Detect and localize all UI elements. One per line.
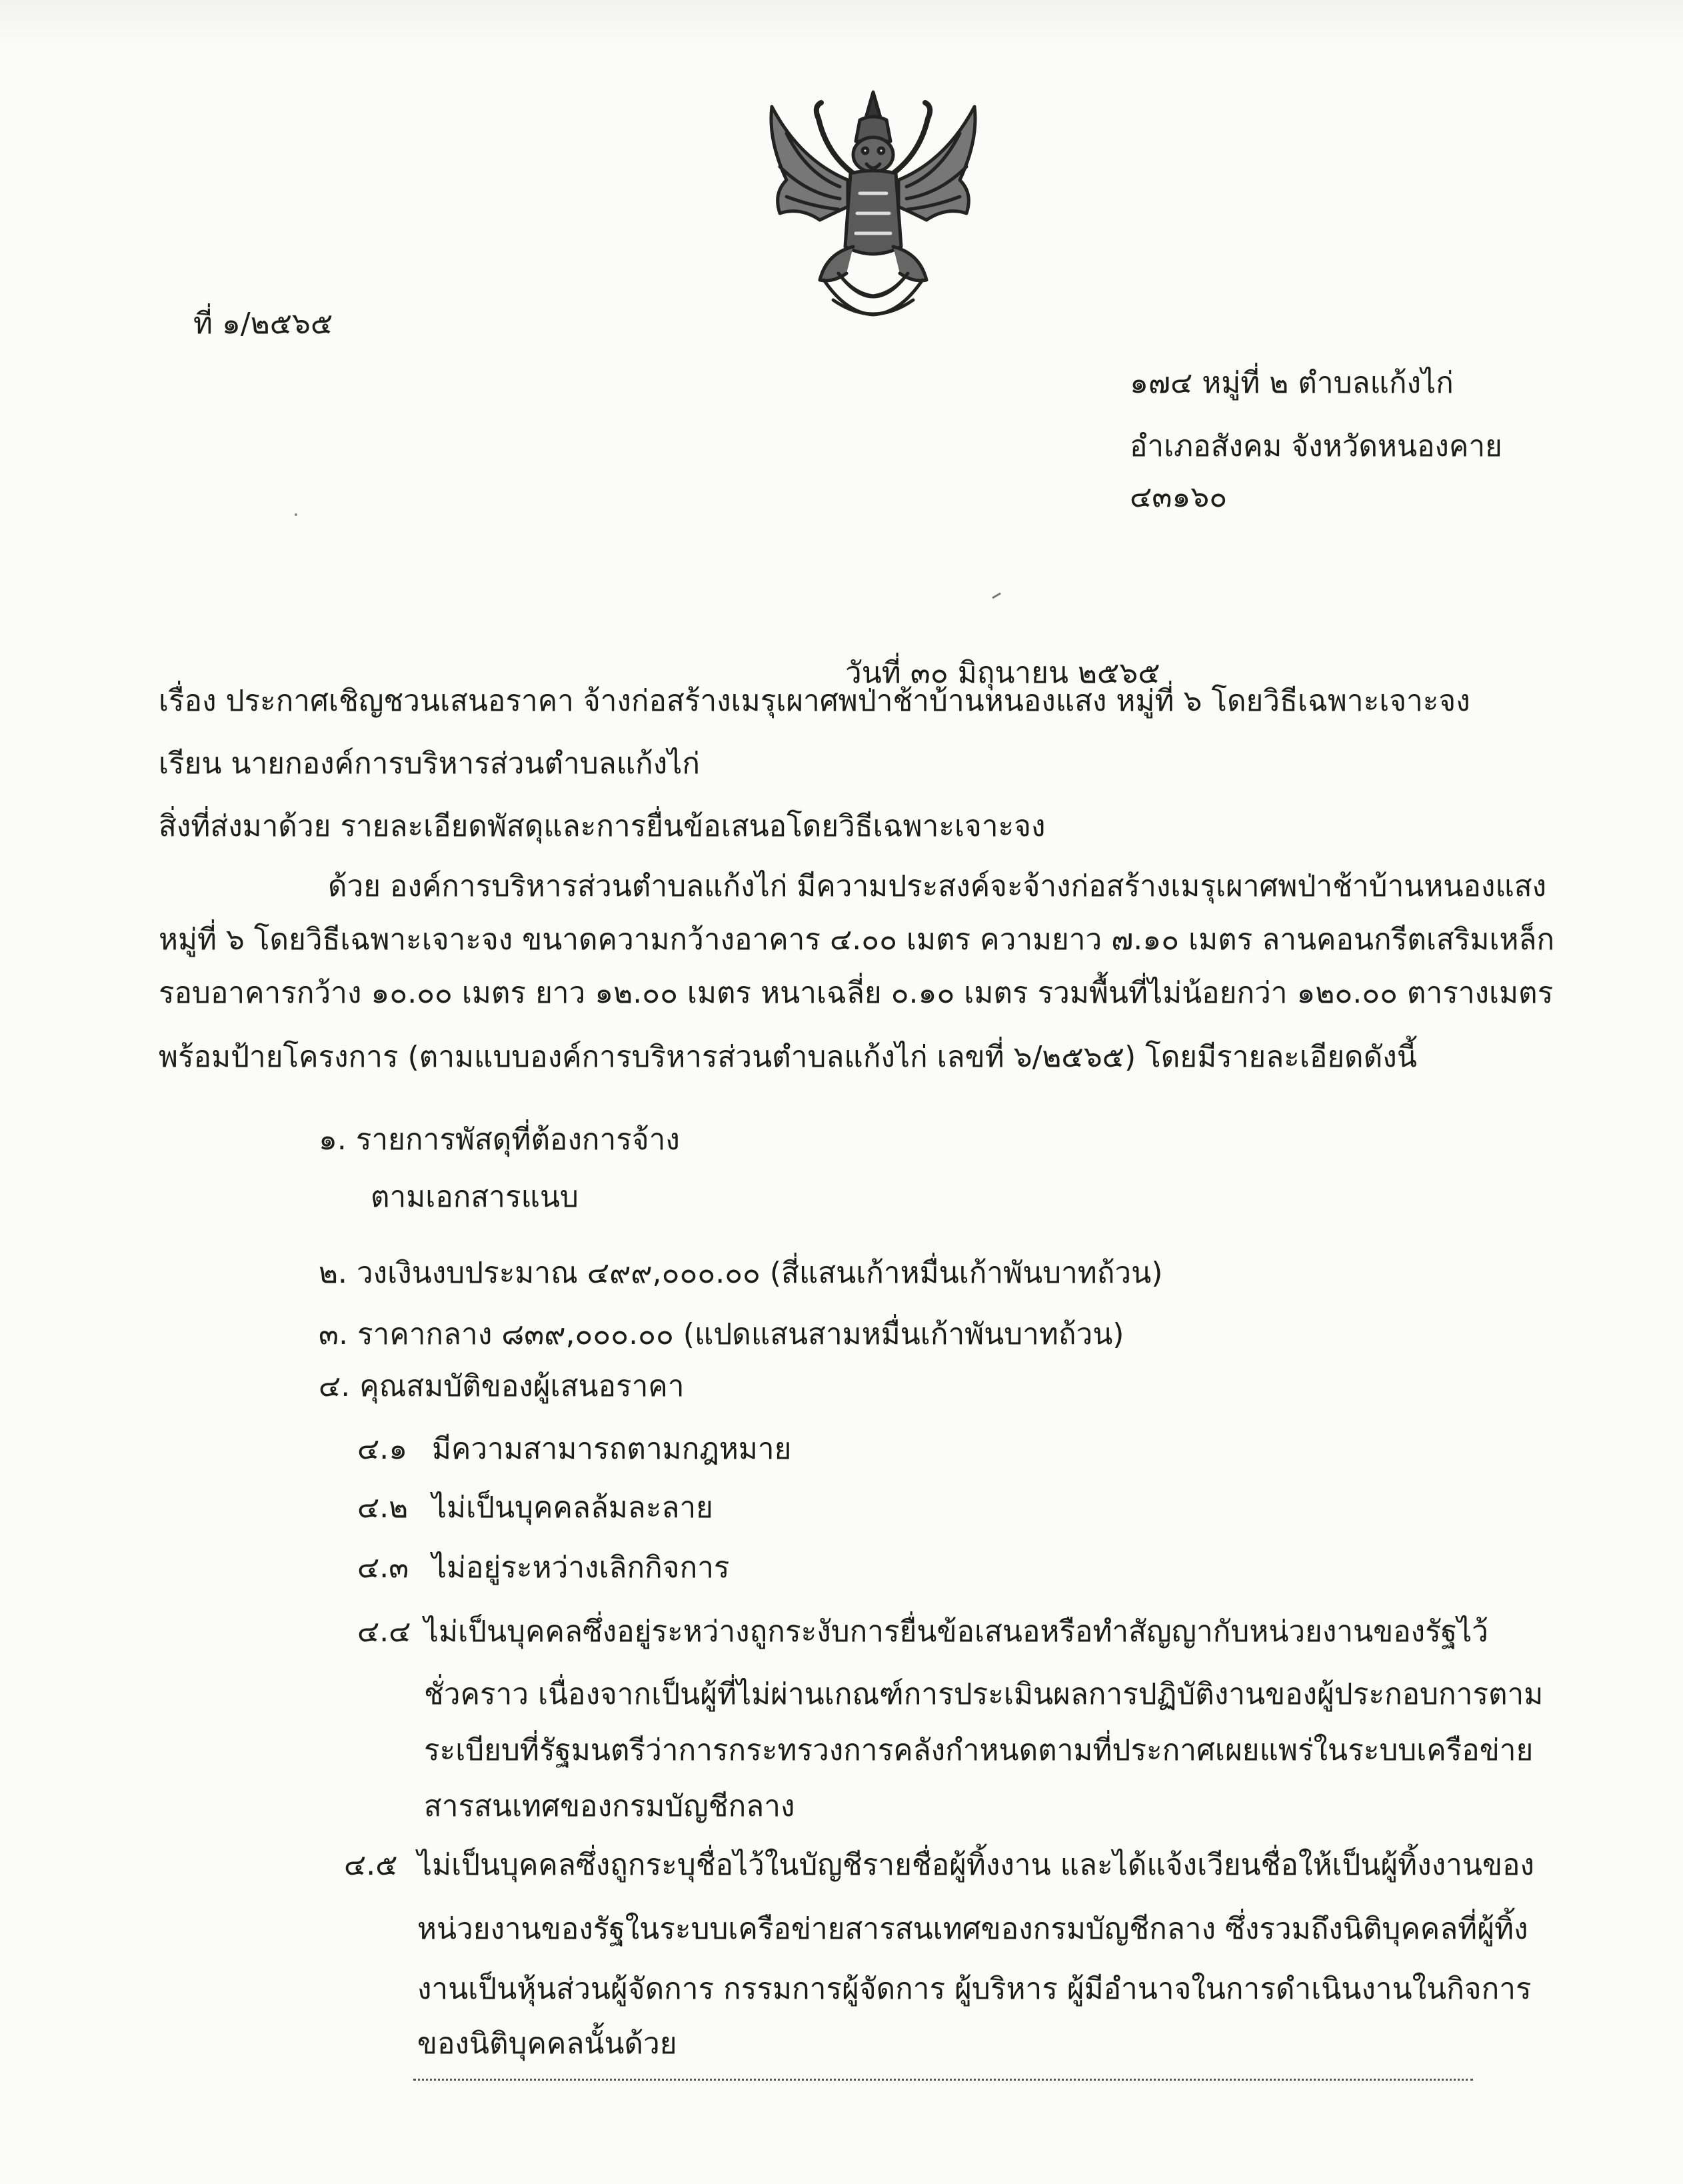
body-paragraph-line-3: รอบอาคารกว้าง ๑๐.๐๐ เมตร ยาว ๑๒.๐๐ เมตร หนาเฉลี่ย ๐.๑๐ เมตร รวมพื้นที่ไม่น้อยกว่า ๑๒๐.๐๐ ตารางเมตร <box>159 976 1554 1010</box>
item-4-qualifications: ๔. คุณสมบัติของผู้เสนอราคา <box>319 1369 685 1403</box>
page-edge-shadow <box>0 0 1683 47</box>
qualification-4-4-line-2: ชั่วคราว เนื่องจากเป็นผู้ที่ไม่ผ่านเกณฑ์การประเมินผลการปฏิบัติงานของผู้ประกอบการตาม <box>424 1677 1544 1711</box>
qualification-4-5-line-4: ของนิติบุคคลนั้นด้วย <box>417 2027 677 2061</box>
qualification-4-5-line-1: ไม่เป็นบุคคลซึ่งถูกระบุชื่อไว้ในบัญชีรายชื่อผู้ทิ้งงาน และได้แจ้งเวียนชื่อให้เป็นผู้ทิ้งงานของ <box>417 1848 1534 1882</box>
body-paragraph-line-4: พร้อมป้ายโครงการ (ตามแบบองค์การบริหารส่วนตำบลแก้งไก่ เลขที่ ๖/๒๕๖๕) โดยมีรายละเอียดดังนี้ <box>159 1040 1417 1074</box>
qualification-4-2-number: ๔.๒ <box>357 1491 409 1525</box>
qualification-4-3: ไม่อยู่ระหว่างเลิกกิจการ <box>432 1551 730 1585</box>
subject-line: เรื่อง ประกาศเชิญชวนเสนอราคา จ้างก่อสร้างเมรุเผาศพป่าช้าบ้านหนองแสง หมู่ที่ ๖ โดยวิธีเฉพาะเจาะจง <box>159 684 1470 718</box>
enclosure-line: สิ่งที่ส่งมาด้วย รายละเอียดพัสดุและการยื่นข้อเสนอโดยวิธีเฉพาะเจาะจง <box>159 809 1046 843</box>
document-number: ที่ ๑/๒๕๖๕ <box>193 307 333 341</box>
qualification-4-5-number: ๔.๕ <box>344 1848 398 1882</box>
address-postcode: ๔๓๑๖๐ <box>1130 480 1228 514</box>
qualification-4-5-line-2: หน่วยงานของรัฐในระบบเครือข่ายสารสนเทศของกรมบัญชีกลาง ซึ่งรวมถึงนิติบุคคลที่ผู้ทิ้ง <box>417 1912 1528 1946</box>
item-3-median-price: ๓. ราคากลาง ๘๓๙,๐๐๐.๐๐ (แปดแสนสามหมื่นเก้าพันบาทถ้วน) <box>319 1317 1124 1351</box>
address-line-2: อำเภอสังคม จังหวัดหนองคาย <box>1130 429 1502 463</box>
continuation-dotted-line <box>413 2079 1473 2081</box>
garuda-emblem <box>760 80 986 327</box>
addressee-line: เรียน นายกองค์การบริหารส่วนตำบลแก้งไก่ <box>159 747 701 781</box>
qualification-4-4-line-1: ไม่เป็นบุคคลซึ่งอยู่ระหว่างถูกระงับการยื่นข้อเสนอหรือทำสัญญากับหน่วยงานของรัฐไว้ <box>424 1615 1488 1649</box>
item-1-detail: ตามเอกสารแนบ <box>371 1180 579 1214</box>
item-1: ๑. รายการพัสดุที่ต้องการจ้าง <box>319 1123 680 1157</box>
qualification-4-5-line-3: งานเป็นหุ้นส่วนผู้จัดการ กรรมการผู้จัดการ ผู้บริหาร ผู้มีอำนาจในการดำเนินงานในกิจการ <box>417 1972 1532 2006</box>
qualification-4-3-number: ๔.๓ <box>357 1551 409 1585</box>
body-paragraph-line-1: ด้วย องค์การบริหารส่วนตำบลแก้งไก่ มีความประสงค์จะจ้างก่อสร้างเมรุเผาศพป่าช้าบ้านหนองแสง <box>328 869 1547 903</box>
address-line-1: ๑๗๔ หมู่ที่ ๒ ตำบลแก้งไก่ <box>1130 366 1454 400</box>
qualification-4-1-number: ๔.๑ <box>357 1432 408 1466</box>
qualification-4-4-number: ๔.๔ <box>357 1615 411 1649</box>
document-date: วันที่ ๓๐ มิถุนายน ๒๕๖๕ <box>845 656 1160 690</box>
qualification-4-1: มีความสามารถตามกฎหมาย <box>432 1432 792 1466</box>
qualification-4-4-line-3: ระเบียบที่รัฐมนตรีว่าการกระทรวงการคลังกำหนดตามที่ประกาศเผยแพร่ในระบบเครือข่าย <box>424 1733 1534 1767</box>
item-2-budget: ๒. วงเงินงบประมาณ ๔๙๙,๐๐๐.๐๐ (สี่แสนเก้าหมื่นเก้าพันบาทถ้วน) <box>319 1256 1163 1290</box>
body-paragraph-line-2: หมู่ที่ ๖ โดยวิธีเฉพาะเจาะจง ขนาดความกว้างอาคาร ๔.๐๐ เมตร ความยาว ๗.๑๐ เมตร ลานคอนกรีตเสริมเหล็ก <box>159 923 1554 957</box>
scan-speck <box>992 593 1001 599</box>
qualification-4-4-line-4: สารสนเทศของกรมบัญชีกลาง <box>424 1789 795 1823</box>
qualification-4-2: ไม่เป็นบุคคลล้มละลาย <box>432 1491 713 1525</box>
scan-speck <box>295 513 297 516</box>
